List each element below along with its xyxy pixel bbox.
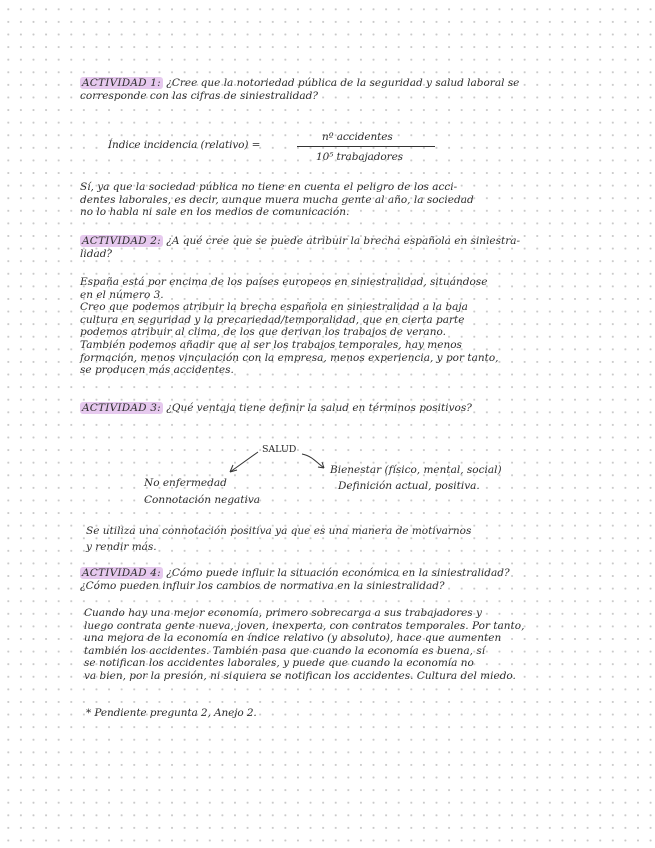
formula-numerator: nº accidentes <box>322 131 393 143</box>
answer-2-line: en el número 3. <box>80 288 164 301</box>
answer-4-line: luego contrata gente nueva, joven, inexperta, con contratos temporales. Por tanto, <box>84 619 525 632</box>
diagram-left-node <box>144 477 260 506</box>
answer-4 <box>84 607 524 683</box>
answer-3-line: Se utiliza una connotación positiva ya que es una manera de motivarnos <box>86 525 472 537</box>
formula-left: Índice incidencia (relativo) = <box>108 139 261 151</box>
activity-4-question-continuation: ¿Cómo pueden influir los cambios de normativa en la siniestralidad? <box>80 579 445 592</box>
answer-4-line: se notifican los accidentes laborales, y puede que cuando la economía no <box>84 657 474 670</box>
answer-1-line: dentes laborales, es decir, aunque muera mucha gente al año, la sociedad <box>80 193 474 206</box>
activity-4-label: ACTIVIDAD 4: <box>82 567 161 579</box>
activity-1-label: ACTIVIDAD 1: <box>82 77 161 89</box>
activity-4-question <box>80 567 510 592</box>
answer-3-line: y rendir más. <box>86 540 157 553</box>
diagram-right-node <box>330 464 502 492</box>
activity-3-label: ACTIVIDAD 3: <box>82 402 161 414</box>
answer-1-line: Sí, ya que la sociedad pública no tiene en cuenta el peligro de los acci- <box>80 181 458 193</box>
formula-denominator: 10⁵ trabajadores <box>316 151 403 163</box>
answer-2-line: También podemos añadir que al ser los trabajos temporales, hay menos <box>80 338 462 351</box>
answer-2-line: España está por encima de los países europeos en siniestralidad, situándose <box>80 276 488 288</box>
arrow-to-no-enfermedad <box>230 452 258 472</box>
answer-3 <box>86 525 471 553</box>
diagram-left-line: Connotación negativa <box>144 493 261 506</box>
answer-2-line: Creo que podemos atribuir la brecha española en siniestralidad a la baja <box>80 301 468 314</box>
answer-2-line: se producen más accidentes. <box>80 364 234 377</box>
answer-1-line: no lo habla ni sale en los medios de comunicación. <box>80 206 350 219</box>
answer-2-line: podemos atribuir al clima, de los que derivan los trabajos de verano. <box>80 326 446 339</box>
activity-2-label: ACTIVIDAD 2: <box>82 235 161 247</box>
activity-3-question-text: ¿Qué ventaja tiene definir la salud en términos positivos? <box>166 402 472 414</box>
pending-note: * Pendiente pregunta 2, Anejo 2. <box>86 707 257 719</box>
activity-4-question-text: ¿Cómo puede influir la situación económica en la siniestralidad? <box>166 567 510 579</box>
answer-2-line: formación, menos vinculación con la empresa, menos experiencia, y por tanto, <box>80 351 499 364</box>
activity-1-question-line-2: corresponde con las cifras de siniestralidad? <box>80 89 318 102</box>
diagram-right-line: Bienestar (físico, mental, social) <box>330 464 502 476</box>
answer-4-line: también los accidentes. También pasa que cuando la economía es buena, sí <box>84 644 486 657</box>
diagram-center: SALUD <box>262 444 297 455</box>
answer-2-line: cultura en seguridad y la precariedad/temporalidad, que en cierta parte <box>80 313 465 326</box>
diagram-right-line: Definición actual, positiva. <box>338 479 480 492</box>
activity-2-question-text: ¿A qué cree que se puede atribuir la brecha española en siniestra- <box>166 235 521 247</box>
answer-4-line: Cuando hay una mejor economía, primero sobrecarga a sus trabajadores y <box>84 607 482 619</box>
answer-4-line: una mejora de la economía en índice relativo (y absoluto), hace que aumenten <box>84 632 502 645</box>
diagram-left-line: No enfermedad <box>144 477 227 489</box>
activity-2-question-continuation: lidad? <box>80 247 113 260</box>
answer-4-line: va bien, por la presión, ni siquiera se notifican los accidentes. Cultura del miedo. <box>84 669 516 682</box>
activity-1-question-line-1: ¿Cree que la notoriedad pública de la seguridad y salud laboral se <box>166 77 520 89</box>
arrow-to-bienestar <box>302 454 324 468</box>
